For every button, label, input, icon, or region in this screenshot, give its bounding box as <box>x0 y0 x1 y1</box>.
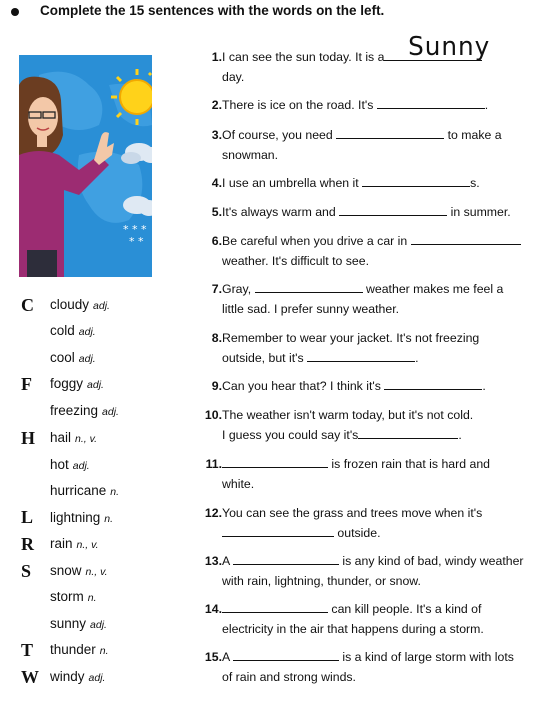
answer-blank[interactable] <box>222 455 328 468</box>
answer-blank[interactable] <box>307 349 415 362</box>
word-item: windy adj. <box>50 669 106 684</box>
word-item: hurricane n. <box>50 483 120 498</box>
answer-blank[interactable] <box>222 524 334 537</box>
weather-presenter-illustration <box>19 55 152 277</box>
section-letter: H <box>21 428 36 448</box>
instruction-heading: Complete the 15 sentences with the words on the left. <box>40 3 385 18</box>
section-letter: S <box>21 561 32 581</box>
answer-blank[interactable] <box>233 648 339 661</box>
word-item: cold adj. <box>50 323 96 338</box>
answer-blank[interactable] <box>255 280 363 293</box>
svg-text:* *: * * <box>129 235 144 248</box>
word-item: cool adj. <box>50 350 96 365</box>
word-item: hail n., v. <box>50 430 97 445</box>
word-item: sunny adj. <box>50 616 107 631</box>
word-item: freezing adj. <box>50 403 119 418</box>
svg-text:* * *: * * * <box>123 223 147 236</box>
word-item: snow n., v. <box>50 563 108 578</box>
answer-blank[interactable] <box>358 426 458 439</box>
word-item: cloudy adj. <box>50 297 110 312</box>
answer-blank[interactable] <box>384 377 482 390</box>
word-item: foggy adj. <box>50 376 104 391</box>
answer-blank[interactable] <box>336 126 444 139</box>
section-letter: L <box>21 507 34 527</box>
answer-blank[interactable] <box>222 600 328 613</box>
answer-blank[interactable] <box>411 232 521 245</box>
answer-blank[interactable] <box>377 96 485 109</box>
section-letter: F <box>21 374 32 394</box>
section-letter: W <box>21 667 39 687</box>
handwritten-answer: Sunny <box>408 32 491 62</box>
word-item: hot adj. <box>50 457 90 472</box>
section-letter: T <box>21 640 34 660</box>
section-letter: R <box>21 534 34 554</box>
answer-blank[interactable] <box>339 203 447 216</box>
word-item: lightning n. <box>50 510 114 525</box>
answer-blank[interactable] <box>233 552 339 565</box>
answer-blank[interactable] <box>362 174 470 187</box>
word-item: storm n. <box>50 589 97 604</box>
section-letter: C <box>21 295 34 315</box>
answer-blank[interactable] <box>384 48 482 61</box>
word-item: thunder n. <box>50 642 109 657</box>
bullet-icon <box>11 8 19 16</box>
word-item: rain n., v. <box>50 536 99 551</box>
